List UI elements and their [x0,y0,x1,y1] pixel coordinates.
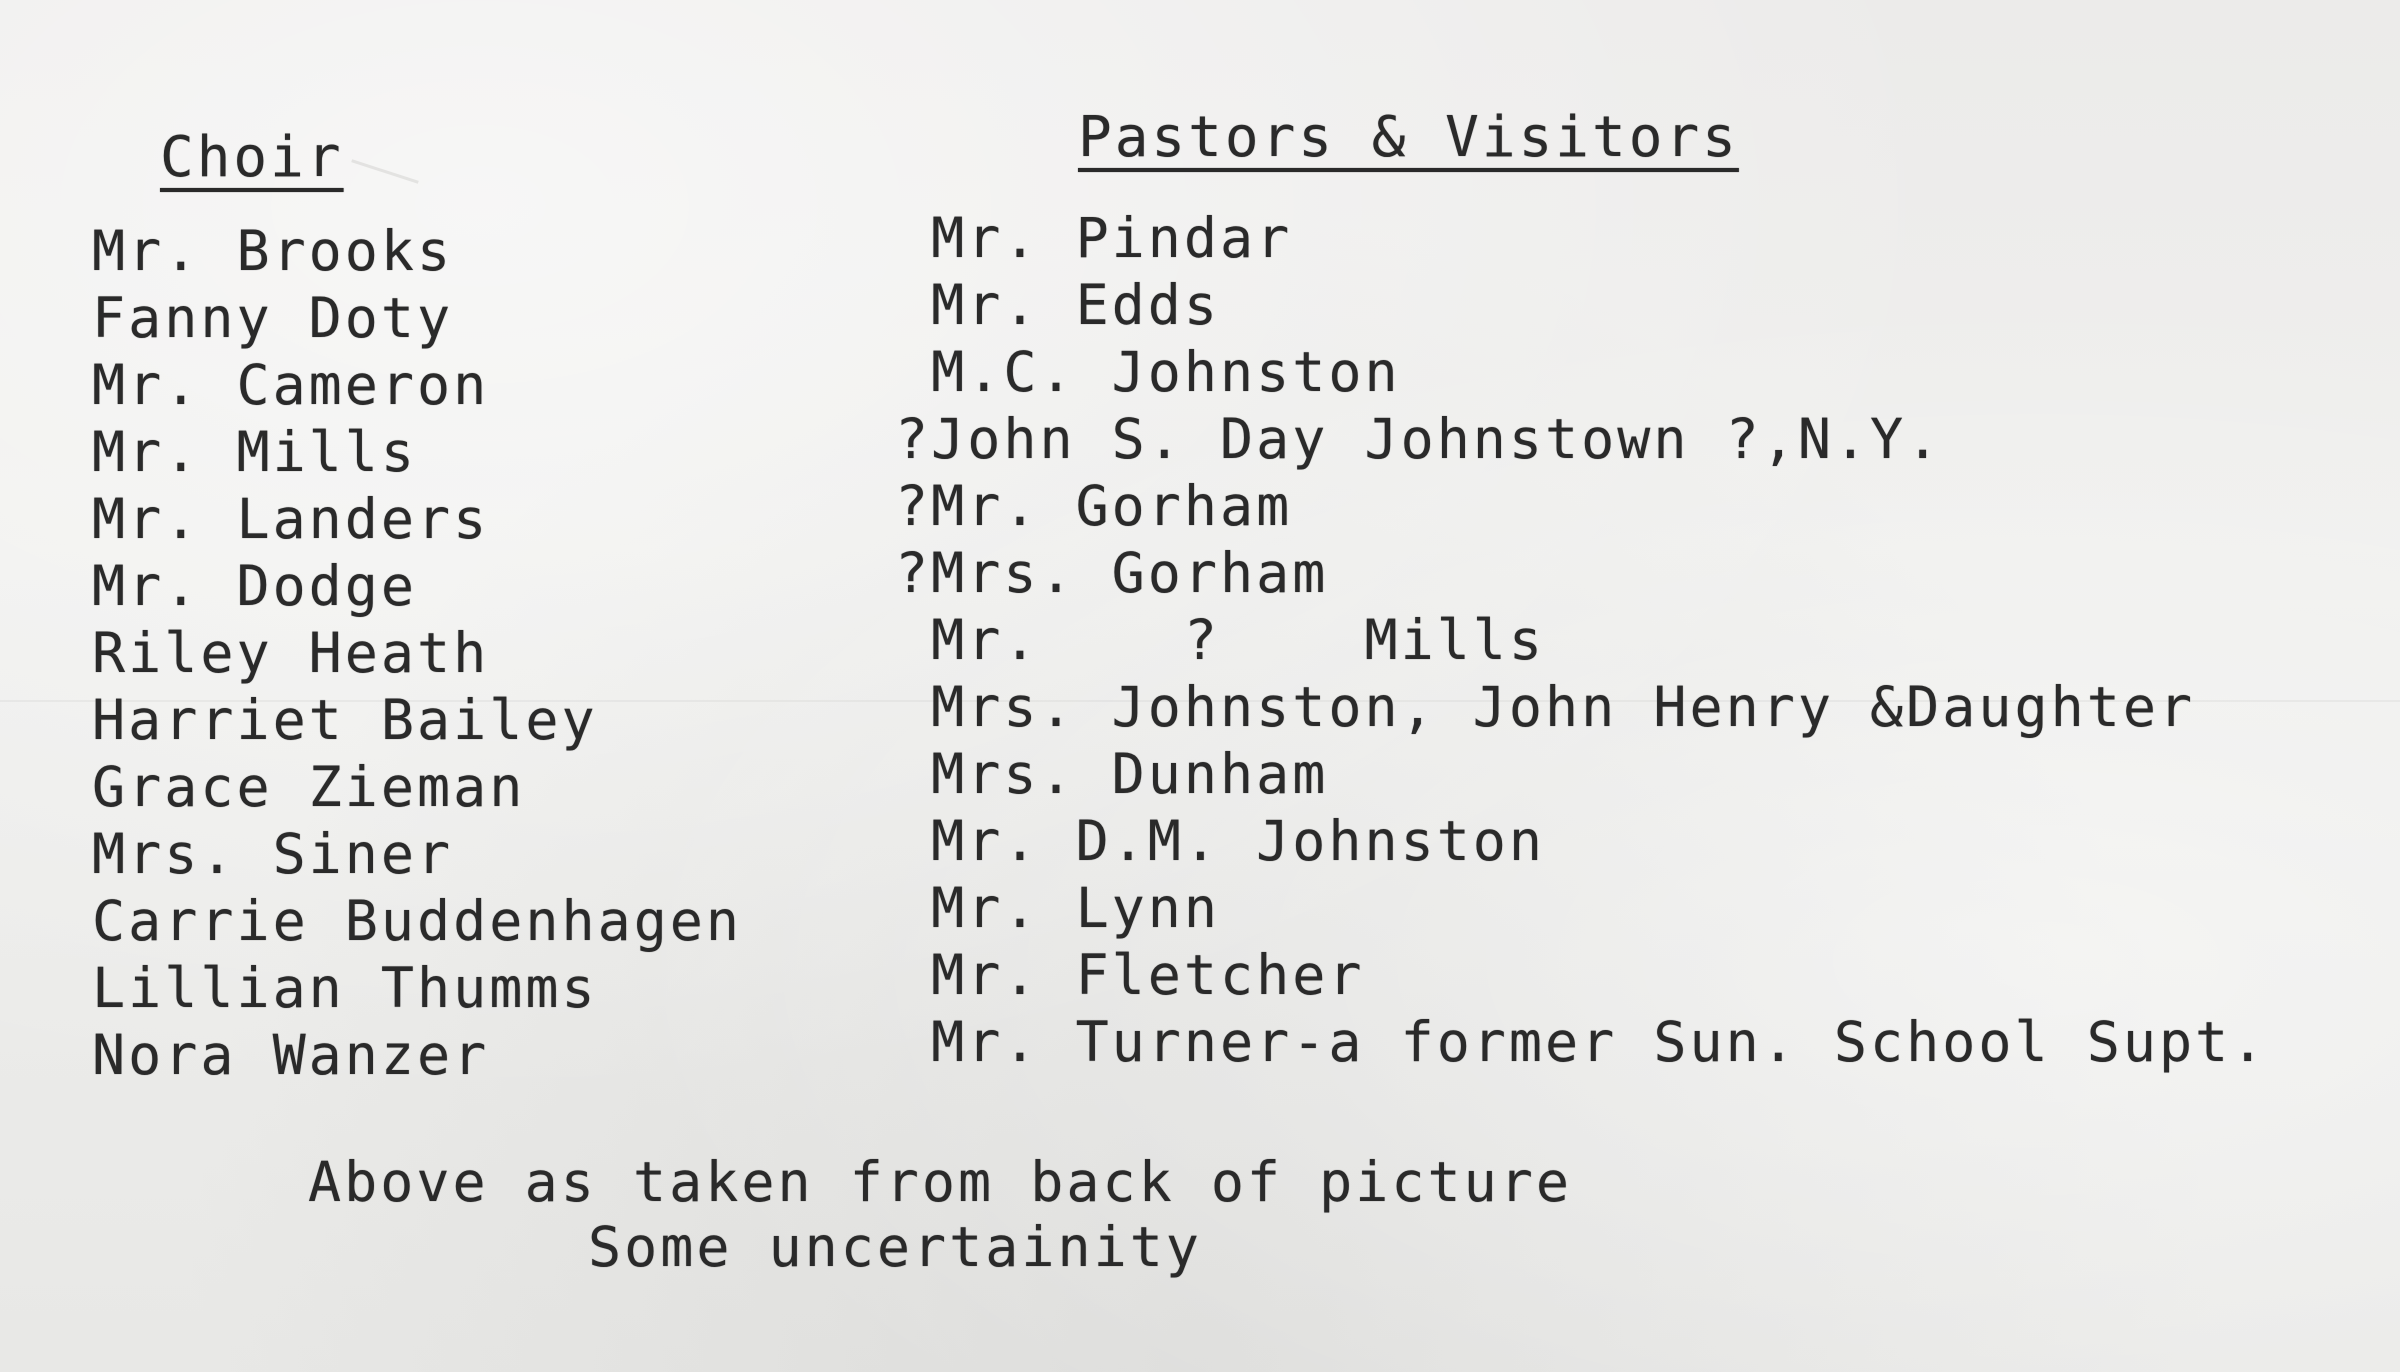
choir-name: Riley Heath [92,621,490,685]
choir-name: Mrs. Siner [92,822,454,886]
pastor-visitor-name: Mr. D.M. Johnston [895,809,1546,873]
pastor-visitor-name: Mr. Pindar [895,206,1293,270]
pastor-visitor-name: ?John S. Day Johnstown ?,N.Y. [895,407,1943,471]
pastor-visitor-name: Mr. Lynn [895,876,1221,940]
pastor-visitor-name: ?Mr. Gorham [895,474,1293,538]
paper-crease [351,159,419,183]
pastor-visitor-name: Mr. Edds [895,273,1221,337]
choir-name: Mr. Cameron [92,353,490,417]
pastors-visitors-list [895,205,2267,1076]
choir-list [92,218,742,1089]
pastor-visitor-name: Mrs. Johnston, John Henry &Daughter [895,675,2196,739]
pastors-visitors-heading: Pastors & Visitors [1078,105,1739,170]
choir-name: Lillian Thumms [92,956,598,1020]
choir-name: Harriet Bailey [92,688,598,752]
choir-name: Mr. Mills [92,420,418,484]
footer-note-line2: Some uncertainity [588,1215,1202,1279]
choir-name: Mr. Brooks [92,219,454,283]
choir-name: Grace Zieman [92,755,526,819]
choir-name: Carrie Buddenhagen [92,889,743,953]
pastor-visitor-name: M.C. Johnston [895,340,1401,404]
pastor-visitor-name: Mr. ? Mills [895,608,1546,672]
choir-name: Mr. Landers [92,487,490,551]
pastor-visitor-name: Mr. Turner-a former Sun. School Supt. [895,1010,2268,1074]
pastor-visitor-name: Mr. Fletcher [895,943,1365,1007]
footer-note-line1: Above as taken from back of picture [308,1150,1572,1214]
pastor-visitor-name: ?Mrs. Gorham [895,541,1329,605]
choir-name: Nora Wanzer [92,1023,490,1087]
choir-heading: Choir [160,125,344,190]
choir-name: Fanny Doty [92,286,454,350]
pastor-visitor-name: Mrs. Dunham [895,742,1329,806]
choir-name: Mr. Dodge [92,554,418,618]
